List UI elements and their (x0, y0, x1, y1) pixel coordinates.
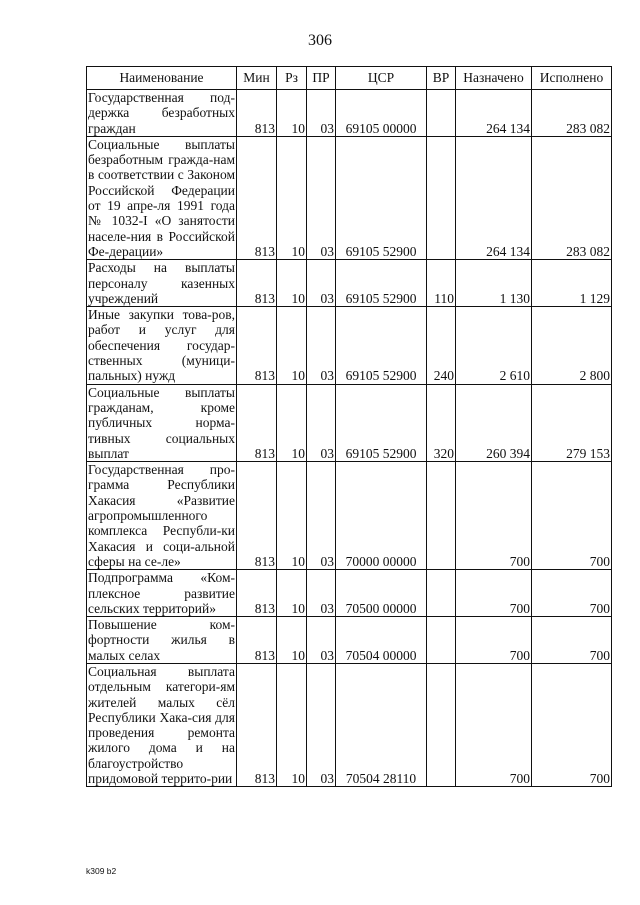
row-pr: 03 (307, 570, 336, 617)
row-rz: 10 (277, 136, 307, 259)
row-pr: 03 (307, 307, 336, 384)
row-pr: 03 (307, 663, 336, 786)
row-min: 813 (237, 663, 277, 786)
row-min: 813 (237, 462, 277, 570)
row-pr: 03 (307, 260, 336, 307)
row-rz: 10 (277, 663, 307, 786)
row-executed: 1 129 (532, 260, 612, 307)
row-min: 813 (237, 260, 277, 307)
row-vr (427, 663, 456, 786)
row-vr: 320 (427, 384, 456, 461)
row-min: 813 (237, 90, 277, 137)
page-number: 306 (308, 32, 332, 49)
column-header-csr: ЦСР (336, 67, 427, 90)
row-csr: 69105 52900 (336, 307, 427, 384)
table-row (87, 384, 612, 461)
row-pr: 03 (307, 136, 336, 259)
row-csr: 70500 00000 (336, 570, 427, 617)
table-row (87, 307, 612, 384)
row-csr: 70504 28110 (336, 663, 427, 786)
row-assigned: 260 394 (456, 384, 532, 461)
row-rz: 10 (277, 90, 307, 137)
row-name: Социальная выплата отдельным категори-ям жителей малых сёл Республики Хака-сия для проведения ремонта жилого дома и на благоустройство придомовой террито-рии (88, 663, 235, 787)
row-name: Расходы на выплаты персоналу казенных учреждений (88, 260, 235, 306)
row-min: 813 (237, 136, 277, 259)
column-header-name: Наименование (87, 67, 237, 90)
row-min: 813 (237, 570, 277, 617)
row-vr: 240 (427, 307, 456, 384)
row-csr: 70000 00000 (336, 462, 427, 570)
row-executed: 2 800 (532, 307, 612, 384)
row-rz: 10 (277, 307, 307, 384)
table-row (87, 90, 612, 137)
column-header-rz: Рз (277, 67, 307, 90)
row-executed: 700 (532, 570, 612, 617)
row-min: 813 (237, 617, 277, 664)
table-row (87, 663, 612, 786)
row-csr: 69105 52900 (336, 136, 427, 259)
row-pr: 03 (307, 462, 336, 570)
row-executed: 283 082 (532, 136, 612, 259)
header-row (87, 67, 612, 90)
row-assigned: 2 610 (456, 307, 532, 384)
column-header-assigned: Назначено (456, 67, 532, 90)
table-row (87, 617, 612, 664)
row-csr: 69105 52900 (336, 260, 427, 307)
column-header-pr: ПР (307, 67, 336, 90)
row-rz: 10 (277, 384, 307, 461)
budget-table (86, 66, 612, 787)
row-executed: 700 (532, 462, 612, 570)
row-name: Повышение ком-фортности жилья в малых селах (88, 617, 235, 663)
row-executed: 700 (532, 617, 612, 664)
row-vr: 110 (427, 260, 456, 307)
row-assigned: 700 (456, 570, 532, 617)
row-vr (427, 617, 456, 664)
row-min: 813 (237, 307, 277, 384)
table-row (87, 136, 612, 259)
table-row (87, 462, 612, 570)
row-name: Социальные выплаты безработным гражда-нам в соответствии с Законом Российской Федерации от 19 апре-ля 1991 года № 1032-I «О занятости населе-ния в Российской Фе-дерации» (88, 136, 235, 259)
row-assigned: 1 130 (456, 260, 532, 307)
footer-code: k309 b2 (86, 866, 117, 876)
row-vr (427, 570, 456, 617)
row-assigned: 700 (456, 617, 532, 664)
table-row (87, 570, 612, 617)
row-vr (427, 462, 456, 570)
row-min: 813 (237, 384, 277, 461)
column-header-vr: ВР (427, 67, 456, 90)
row-csr: 69105 52900 (336, 384, 427, 461)
row-assigned: 700 (456, 663, 532, 786)
row-name: Подпрограмма «Ком-плексное развитие сельских территорий» (88, 570, 235, 616)
row-rz: 10 (277, 617, 307, 664)
row-executed: 279 153 (532, 384, 612, 461)
row-csr: 69105 00000 (336, 90, 427, 137)
row-pr: 03 (307, 90, 336, 137)
column-header-min: Мин (237, 67, 277, 90)
row-executed: 283 082 (532, 90, 612, 137)
row-assigned: 700 (456, 462, 532, 570)
row-pr: 03 (307, 384, 336, 461)
row-assigned: 264 134 (456, 90, 532, 137)
row-name: Иные закупки това-ров, работ и услуг для обеспечения государ-ственных (муници-пальных) нужд (88, 307, 235, 384)
row-name: Государственная про-грамма Республики Хакасия «Развитие агропромышленного комплекса Республи-ки Хакасия и соци-альной сферы на се-ле» (88, 462, 235, 569)
row-pr: 03 (307, 617, 336, 664)
row-vr (427, 90, 456, 137)
row-rz: 10 (277, 462, 307, 570)
row-vr (427, 136, 456, 259)
row-name: Государственная под-держка безработных граждан (88, 90, 235, 136)
row-csr: 70504 00000 (336, 617, 427, 664)
row-rz: 10 (277, 570, 307, 617)
column-header-executed: Исполнено (532, 67, 612, 90)
row-executed: 700 (532, 663, 612, 786)
table-row (87, 260, 612, 307)
row-assigned: 264 134 (456, 136, 532, 259)
row-rz: 10 (277, 260, 307, 307)
row-name: Социальные выплаты гражданам, кроме публичных норма-тивных социальных выплат (88, 384, 235, 461)
